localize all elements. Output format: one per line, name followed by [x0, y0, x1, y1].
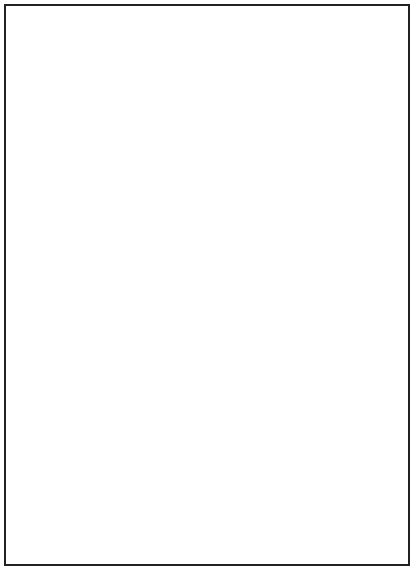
auction-notice: [4, 4, 410, 566]
